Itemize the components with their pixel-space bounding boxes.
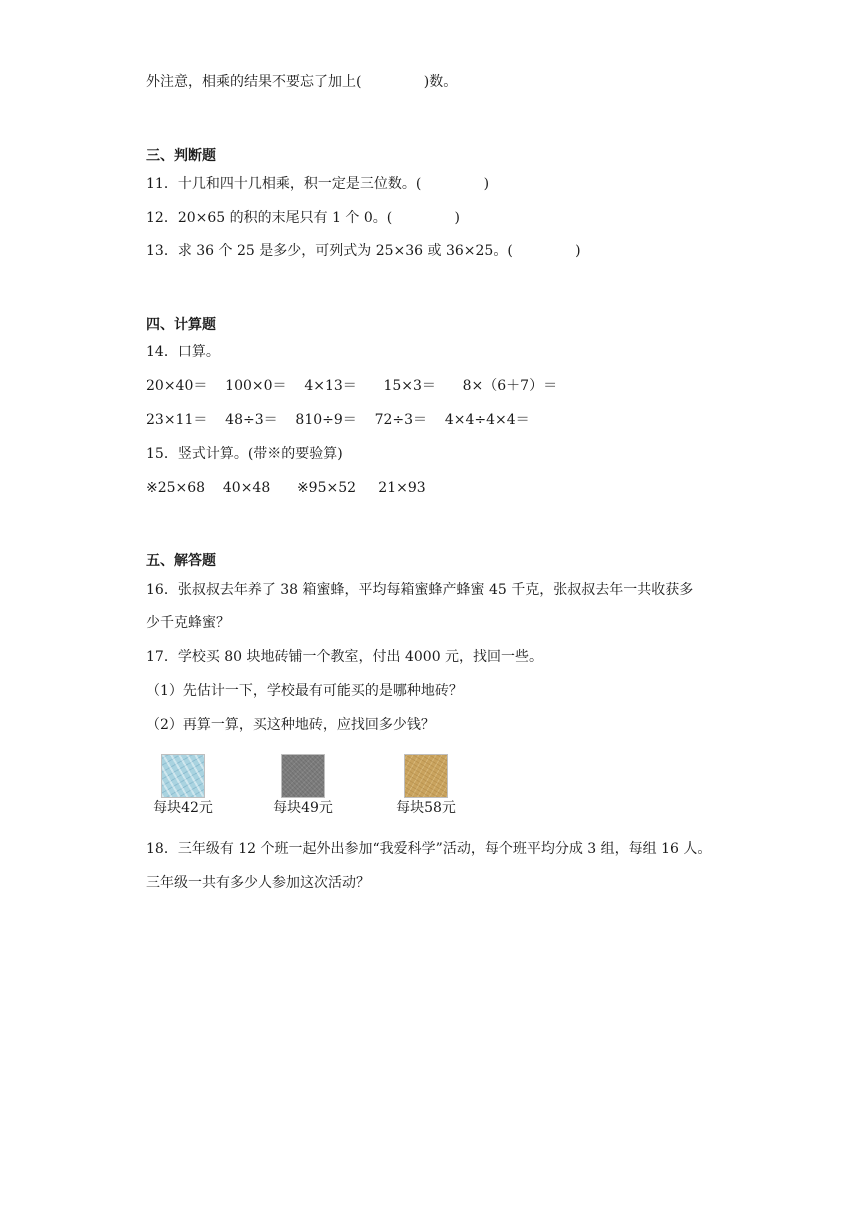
question-12: 12．20×65 的积的末尾只有 1 个 0。( ): [146, 210, 461, 226]
question-11: 11．十几和四十几相乘，积一定是三位数。( ): [146, 176, 490, 192]
question-17-part-1: （1）先估计一下，学校最有可能买的是哪种地砖？: [146, 683, 463, 699]
question-15: 15．竖式计算。(带※的要验算): [146, 446, 343, 462]
tile-price-label: 每块49元: [273, 800, 333, 816]
vertical-calc-row: ※25×68 40×48 ※95×52 21×93: [146, 480, 426, 496]
oral-calc-row-2: 23×11＝ 48÷3＝ 810÷9＝ 72÷3＝ 4×4÷4×4＝: [146, 412, 530, 428]
question-14: 14．口算。: [146, 344, 220, 360]
question-16-line-2: 少千克蜂蜜？: [146, 615, 230, 631]
tile-option-49: [270, 754, 336, 817]
question-17: 17．学校买 80 块地砖铺一个教室，付出 4000 元，找回一些。: [146, 649, 544, 665]
tile-option-58: [393, 754, 459, 817]
tile-option-42: [150, 754, 216, 817]
question-18-line-2: 三年级一共有多少人参加这次活动？: [146, 875, 370, 891]
blue-floor-tile-image: [161, 754, 205, 798]
section-heading-word-problems: 五、解答题: [146, 553, 216, 569]
tan-floor-tile-image: [404, 754, 448, 798]
tile-price-label: 每块42元: [153, 800, 213, 816]
question-16-line-1: 16．张叔叔去年养了 38 箱蜜蜂，平均每箱蜜蜂产蜂蜜 45 千克，张叔叔去年一共收获多: [146, 582, 694, 598]
question-18-line-1: 18．三年级有 12 个班一起外出参加“我爱科学”活动，每个班平均分成 3 组，每组 16 人。: [146, 841, 712, 857]
tile-price-label: 每块58元: [396, 800, 456, 816]
oral-calc-row-1: 20×40＝ 100×0＝ 4×13＝ 15×3＝ 8×（6＋7）＝: [146, 378, 558, 394]
intro-line: 外注意，相乘的结果不要忘了加上( )数。: [146, 74, 458, 90]
section-heading-true-false: 三、判断题: [146, 148, 216, 164]
question-17-part-2: （2）再算一算，买这种地砖，应找回多少钱？: [146, 717, 435, 733]
section-heading-calculation: 四、计算题: [146, 317, 216, 333]
gray-floor-tile-image: [281, 754, 325, 798]
question-13: 13．求 36 个 25 是多少，可列式为 25×36 或 36×25。( ): [146, 243, 581, 259]
